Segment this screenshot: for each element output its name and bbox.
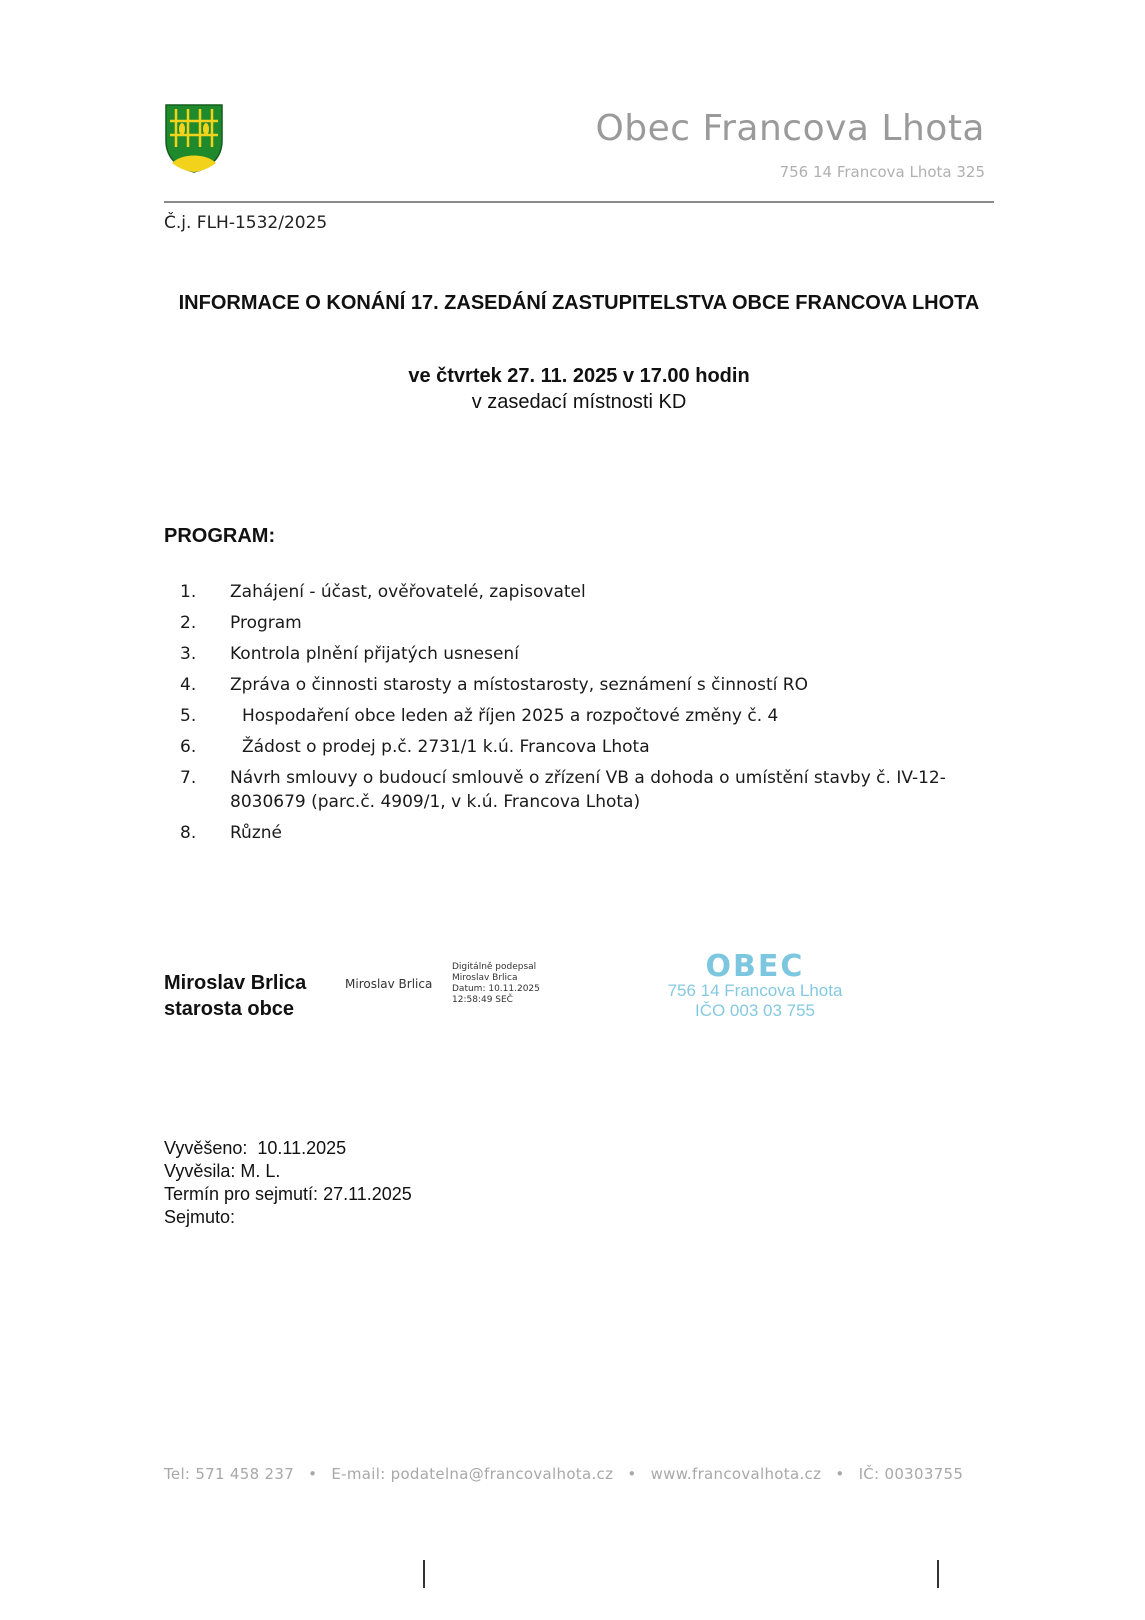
item-number: 4. bbox=[180, 675, 197, 695]
list-item bbox=[164, 642, 994, 666]
digital-signature-line: Miroslav Brlica bbox=[452, 973, 518, 983]
stamp-title: OBEC bbox=[705, 949, 805, 984]
signatory-block bbox=[164, 970, 306, 1022]
removed-row bbox=[164, 1206, 412, 1229]
document-title: INFORMACE O KONÁNÍ 17. ZASEDÁNÍ ZASTUPITELSTVA OBCE FRANCOVA LHOTA bbox=[178, 292, 980, 314]
scan-mark bbox=[423, 1560, 425, 1588]
list-item bbox=[164, 673, 994, 697]
item-number: 6. bbox=[180, 737, 197, 757]
organization-address: 756 14 Francova Lhota 325 bbox=[779, 163, 985, 181]
list-item bbox=[164, 821, 994, 845]
posted-label: Vyvěšeno: bbox=[164, 1138, 248, 1158]
list-item bbox=[164, 704, 994, 728]
digital-signature-line: Digitálně podepsal bbox=[452, 962, 537, 972]
posted-by-row bbox=[164, 1160, 412, 1183]
program-list bbox=[164, 580, 994, 852]
item-text: Zpráva o činnosti starosty a místostarosty, seznámení s činností RO bbox=[230, 675, 808, 695]
stamp-address: 756 14 Francova Lhota bbox=[667, 981, 843, 1000]
item-text: Hospodaření obce leden až říjen 2025 a rozpočtové změny č. 4 bbox=[242, 706, 779, 726]
list-item bbox=[164, 580, 994, 604]
footer-ic: IČ: 00303755 bbox=[858, 1465, 964, 1483]
posted-by-value: M. L. bbox=[240, 1161, 281, 1181]
list-item bbox=[164, 735, 994, 759]
digital-signature-name: Miroslav Brlica bbox=[345, 977, 433, 991]
posting-info bbox=[164, 1137, 412, 1229]
item-text: Různé bbox=[230, 823, 282, 843]
signatory-name: Miroslav Brlica bbox=[164, 972, 307, 994]
footer-website[interactable]: www.francovalhota.cz bbox=[650, 1465, 822, 1483]
footer-phone: Tel: 571 458 237 bbox=[164, 1465, 295, 1483]
item-text: Kontrola plnění přijatých usnesení bbox=[230, 644, 519, 664]
footer-separator: • bbox=[627, 1465, 637, 1483]
list-item bbox=[164, 611, 994, 635]
item-number: 8. bbox=[180, 823, 197, 843]
posted-value: 10.11.2025 bbox=[257, 1138, 347, 1158]
item-number: 5. bbox=[180, 706, 197, 726]
removed-label: Sejmuto: bbox=[164, 1207, 236, 1227]
footer-separator: • bbox=[308, 1465, 318, 1483]
footer-separator: • bbox=[835, 1465, 845, 1483]
posted-by-label: Vyvěsila: bbox=[164, 1161, 236, 1181]
removal-label: Termín pro sejmutí: bbox=[164, 1184, 319, 1204]
official-stamp bbox=[640, 949, 870, 1021]
signatory-role: starosta obce bbox=[164, 998, 295, 1020]
reference-number: Č.j. FLH-1532/2025 bbox=[164, 213, 328, 233]
digital-signature-details bbox=[452, 962, 540, 1006]
meeting-venue: v zasedací místnosti KD bbox=[471, 391, 687, 413]
removal-value: 27.11.2025 bbox=[323, 1184, 412, 1204]
removal-row bbox=[164, 1183, 412, 1206]
header-divider bbox=[164, 201, 994, 203]
contact-footer bbox=[164, 1465, 994, 1483]
digital-signature-line: Datum: 10.11.2025 bbox=[452, 984, 540, 994]
stamp-ico: IČO 003 03 755 bbox=[694, 1001, 816, 1020]
program-heading: PROGRAM: bbox=[164, 525, 276, 547]
item-number: 2. bbox=[180, 613, 197, 633]
item-text: Program bbox=[230, 613, 302, 633]
posted-row bbox=[164, 1137, 412, 1160]
village-crest-icon bbox=[164, 103, 224, 173]
organization-name: Obec Francova Lhota bbox=[595, 108, 985, 149]
item-number: 3. bbox=[180, 644, 197, 664]
scan-mark bbox=[937, 1560, 939, 1588]
digital-signature-line: 12:58:49 SEČ bbox=[452, 995, 513, 1005]
item-number: 7. bbox=[180, 768, 197, 788]
meeting-datetime: ve čtvrtek 27. 11. 2025 v 17.00 hodin bbox=[408, 365, 750, 387]
item-text: Zahájení - účast, ověřovatelé, zapisovatel bbox=[230, 582, 586, 602]
item-text: Návrh smlouvy o budoucí smlouvě o zřízení VB a dohoda o umístění stavby č. IV-12-8030679 (parc.č. 4909/1, v k.ú. Francova Lhota) bbox=[230, 768, 946, 812]
footer-email[interactable]: E-mail: podatelna@francovalhota.cz bbox=[331, 1465, 614, 1483]
list-item bbox=[164, 766, 994, 814]
item-text: Žádost o prodej p.č. 2731/1 k.ú. Francova Lhota bbox=[242, 737, 650, 757]
item-number: 1. bbox=[180, 582, 197, 602]
